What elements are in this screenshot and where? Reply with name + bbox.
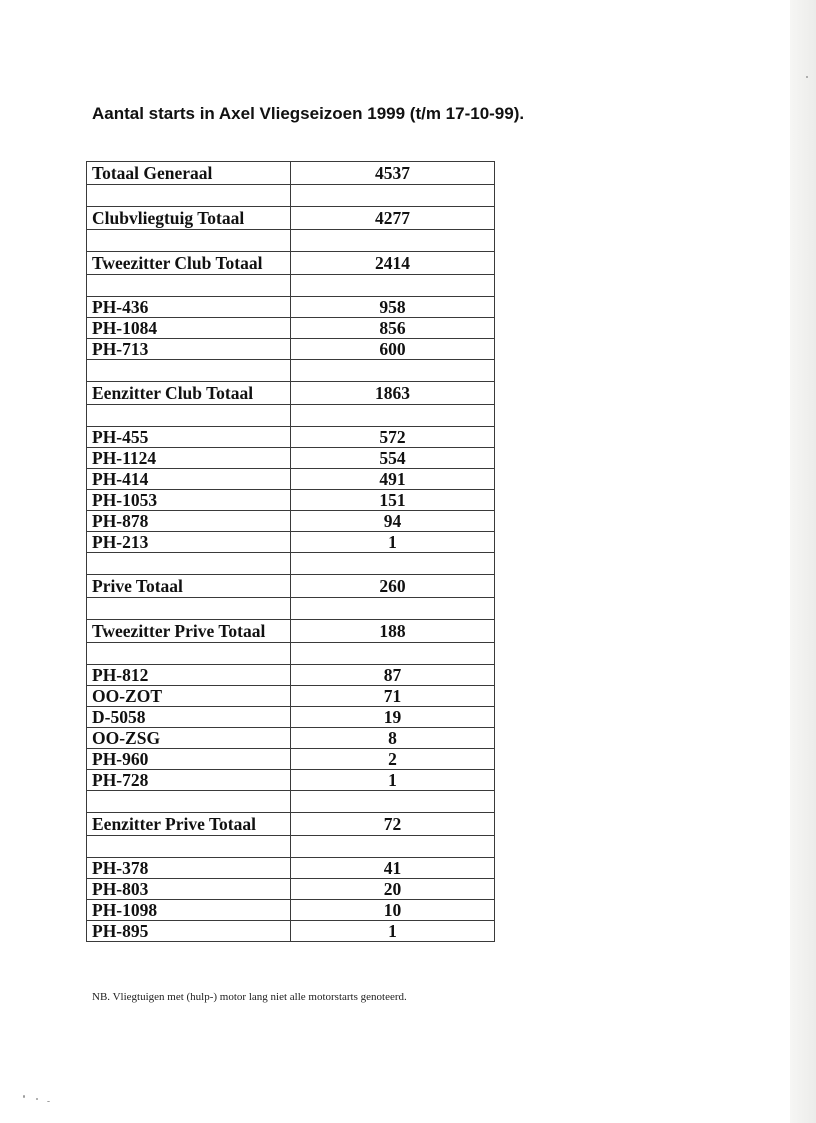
table-row <box>87 921 495 942</box>
table-row <box>87 770 495 791</box>
table-row <box>87 339 495 360</box>
row-label <box>87 598 291 620</box>
row-value <box>291 836 495 858</box>
table-row <box>87 665 495 686</box>
row-label: Tweezitter Prive Totaal <box>87 620 291 643</box>
row-value: 491 <box>291 469 495 490</box>
row-value <box>291 553 495 575</box>
scan-speck <box>806 76 808 78</box>
table-row <box>87 427 495 448</box>
row-label <box>87 791 291 813</box>
row-label: PH-728 <box>87 770 291 791</box>
row-value: 2414 <box>291 252 495 275</box>
row-label: PH-713 <box>87 339 291 360</box>
row-value: 4277 <box>291 207 495 230</box>
row-label: PH-378 <box>87 858 291 879</box>
row-label: OO-ZOT <box>87 686 291 707</box>
row-label: OO-ZSG <box>87 728 291 749</box>
total-row <box>87 252 495 275</box>
row-label: PH-436 <box>87 297 291 318</box>
row-label: PH-960 <box>87 749 291 770</box>
row-label: Clubvliegtuig Totaal <box>87 207 291 230</box>
row-value <box>291 185 495 207</box>
table-row <box>87 532 495 553</box>
row-value: 554 <box>291 448 495 469</box>
row-value: 4537 <box>291 162 495 185</box>
row-value <box>291 230 495 252</box>
row-value: 8 <box>291 728 495 749</box>
row-value: 572 <box>291 427 495 448</box>
footnote: NB. Vliegtuigen met (hulp-) motor lang niet alle motorstarts genoteerd. <box>92 991 407 1003</box>
spacer-row <box>87 360 495 382</box>
scan-speck <box>47 1101 50 1102</box>
row-label <box>87 405 291 427</box>
row-label: Totaal Generaal <box>87 162 291 185</box>
table-row <box>87 728 495 749</box>
table-row <box>87 749 495 770</box>
row-label: PH-812 <box>87 665 291 686</box>
row-value: 600 <box>291 339 495 360</box>
total-row <box>87 575 495 598</box>
row-value: 1863 <box>291 382 495 405</box>
spacer-row <box>87 553 495 575</box>
row-value: 41 <box>291 858 495 879</box>
spacer-row <box>87 791 495 813</box>
page-edge-shadow <box>790 0 816 1123</box>
row-value: 1 <box>291 532 495 553</box>
table-row <box>87 469 495 490</box>
row-label: Eenzitter Club Totaal <box>87 382 291 405</box>
row-value: 856 <box>291 318 495 339</box>
total-row <box>87 813 495 836</box>
total-row <box>87 382 495 405</box>
row-value <box>291 791 495 813</box>
row-value: 10 <box>291 900 495 921</box>
table-row <box>87 490 495 511</box>
spacer-row <box>87 275 495 297</box>
row-value: 94 <box>291 511 495 532</box>
spacer-row <box>87 185 495 207</box>
table-row <box>87 318 495 339</box>
scan-speck <box>23 1095 25 1098</box>
total-row <box>87 162 495 185</box>
row-value: 958 <box>291 297 495 318</box>
table-row <box>87 511 495 532</box>
scan-speck <box>36 1098 38 1100</box>
starts-table <box>86 161 495 942</box>
row-label: Tweezitter Club Totaal <box>87 252 291 275</box>
row-value: 87 <box>291 665 495 686</box>
spacer-row <box>87 643 495 665</box>
row-value: 188 <box>291 620 495 643</box>
spacer-row <box>87 598 495 620</box>
row-label <box>87 275 291 297</box>
row-label <box>87 360 291 382</box>
total-row <box>87 620 495 643</box>
row-value: 1 <box>291 770 495 791</box>
row-label: PH-895 <box>87 921 291 942</box>
table-row <box>87 686 495 707</box>
table-row <box>87 900 495 921</box>
row-label: PH-1124 <box>87 448 291 469</box>
table-row <box>87 707 495 728</box>
row-label: PH-213 <box>87 532 291 553</box>
row-label <box>87 836 291 858</box>
spacer-row <box>87 405 495 427</box>
table-row <box>87 858 495 879</box>
row-value: 72 <box>291 813 495 836</box>
table-row <box>87 297 495 318</box>
document-title: Aantal starts in Axel Vliegseizoen 1999 (t/m 17-10-99). <box>92 104 525 123</box>
row-value <box>291 598 495 620</box>
row-label: PH-1053 <box>87 490 291 511</box>
row-label: Eenzitter Prive Totaal <box>87 813 291 836</box>
row-value: 1 <box>291 921 495 942</box>
row-value: 71 <box>291 686 495 707</box>
row-value: 20 <box>291 879 495 900</box>
total-row <box>87 207 495 230</box>
row-label <box>87 553 291 575</box>
spacer-row <box>87 230 495 252</box>
row-value: 19 <box>291 707 495 728</box>
row-value <box>291 360 495 382</box>
table-row <box>87 879 495 900</box>
row-label: Prive Totaal <box>87 575 291 598</box>
row-label <box>87 643 291 665</box>
row-label: PH-803 <box>87 879 291 900</box>
starts-table-body <box>87 162 495 942</box>
row-label: PH-455 <box>87 427 291 448</box>
row-value: 151 <box>291 490 495 511</box>
spacer-row <box>87 836 495 858</box>
row-value <box>291 275 495 297</box>
table-row <box>87 448 495 469</box>
row-label: D-5058 <box>87 707 291 728</box>
row-value <box>291 643 495 665</box>
row-label: PH-878 <box>87 511 291 532</box>
row-label: PH-414 <box>87 469 291 490</box>
row-label: PH-1084 <box>87 318 291 339</box>
row-label <box>87 230 291 252</box>
row-label <box>87 185 291 207</box>
row-value <box>291 405 495 427</box>
row-value: 260 <box>291 575 495 598</box>
row-value: 2 <box>291 749 495 770</box>
row-label: PH-1098 <box>87 900 291 921</box>
